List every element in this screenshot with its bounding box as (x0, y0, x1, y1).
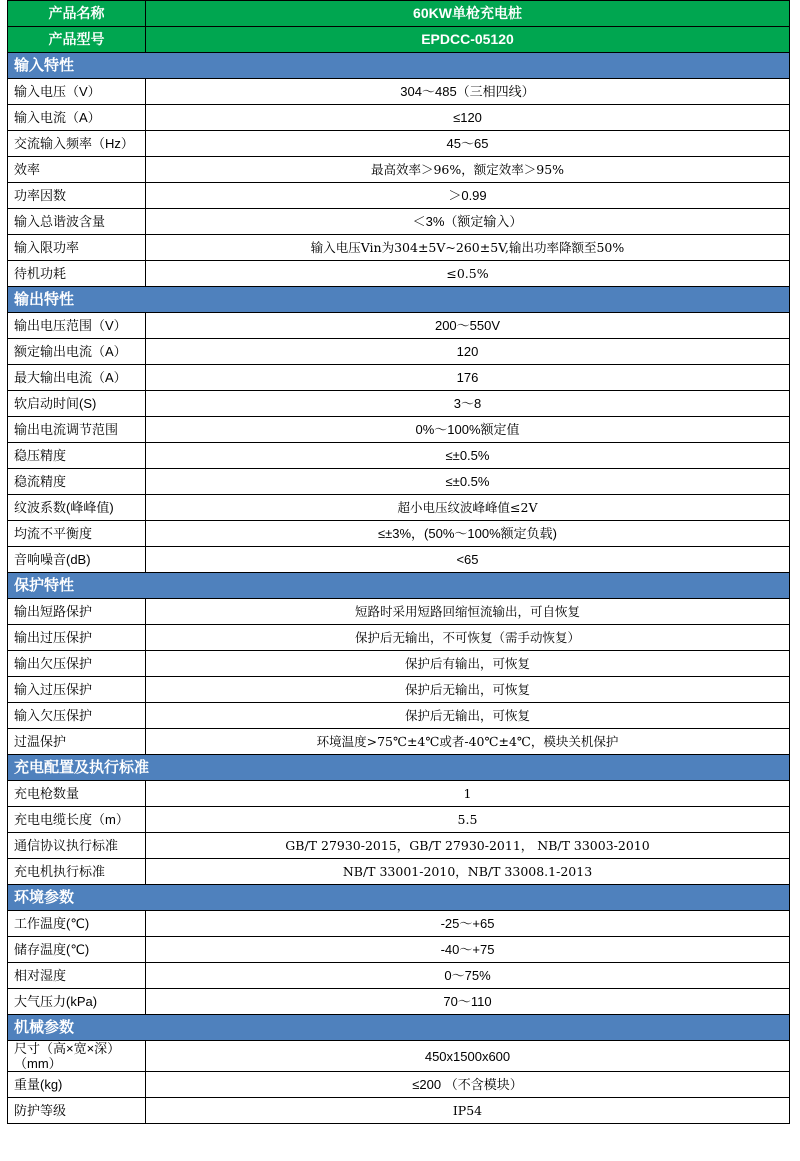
section-title: 充电配置及执行标准 (8, 755, 790, 781)
spec-row (8, 105, 790, 131)
spec-row (8, 79, 790, 105)
spec-row (8, 339, 790, 365)
spec-row (8, 807, 790, 833)
spec-label: 过温保护 (8, 729, 146, 755)
spec-row (8, 391, 790, 417)
spec-label: 工作温度(℃) (8, 911, 146, 937)
spec-value: 45～65 (146, 131, 790, 157)
spec-value: 120 (146, 339, 790, 365)
spec-table (7, 0, 790, 1124)
spec-label: 稳压精度 (8, 443, 146, 469)
spec-row (8, 1072, 790, 1098)
spec-label: 输入电压（V） (8, 79, 146, 105)
spec-value: 超小电压纹波峰峰值≤2V (146, 495, 790, 521)
spec-value: -25～+65 (146, 911, 790, 937)
spec-label: 额定输出电流（A） (8, 339, 146, 365)
spec-value: <65 (146, 547, 790, 573)
section-title: 环境参数 (8, 885, 790, 911)
section-title: 输出特性 (8, 287, 790, 313)
product-name-value: 60KW单枪充电桩 (146, 1, 790, 27)
spec-label: 输出电压范围（V） (8, 313, 146, 339)
spec-row (8, 859, 790, 885)
product-name-label: 产品名称 (8, 1, 146, 27)
spec-row (8, 729, 790, 755)
spec-value: ≤±0.5% (146, 469, 790, 495)
spec-value: 176 (146, 365, 790, 391)
spec-label: 输入欠压保护 (8, 703, 146, 729)
spec-label: 均流不平衡度 (8, 521, 146, 547)
spec-row (8, 703, 790, 729)
spec-row (8, 599, 790, 625)
spec-label: 交流输入频率（Hz） (8, 131, 146, 157)
section-header-row (8, 287, 790, 313)
spec-label: 储存温度(℃) (8, 937, 146, 963)
spec-value: 保护后无输出，不可恢复（需手动恢复） (146, 625, 790, 651)
spec-value: 保护后有输出，可恢复 (146, 651, 790, 677)
spec-value: 5.5 (146, 807, 790, 833)
spec-value: 450x1500x600 (146, 1041, 790, 1072)
spec-row (8, 365, 790, 391)
spec-row (8, 313, 790, 339)
spec-value: ≤±3%，(50%～100%额定负载) (146, 521, 790, 547)
spec-value: 短路时采用短路回缩恒流输出，可自恢复 (146, 599, 790, 625)
spec-label: 尺寸（高×宽×深）（mm） (8, 1041, 146, 1072)
spec-row (8, 469, 790, 495)
spec-value: 保护后无输出，可恢复 (146, 677, 790, 703)
spec-label: 输出过压保护 (8, 625, 146, 651)
spec-label: 通信协议执行标准 (8, 833, 146, 859)
spec-value: 0%～100%额定值 (146, 417, 790, 443)
spec-value: ≤0.5% (146, 261, 790, 287)
spec-label: 软启动时间(S) (8, 391, 146, 417)
spec-label: 输出欠压保护 (8, 651, 146, 677)
product-name-row (8, 1, 790, 27)
spec-value: NB/T 33001-2010，NB/T 33008.1-2013 (146, 859, 790, 885)
section-title: 保护特性 (8, 573, 790, 599)
spec-label: 输入电流（A） (8, 105, 146, 131)
section-header-row (8, 885, 790, 911)
spec-value: ≤±0.5% (146, 443, 790, 469)
spec-value: 0～75% (146, 963, 790, 989)
spec-label: 防护等级 (8, 1098, 146, 1124)
spec-label: 输入总谐波含量 (8, 209, 146, 235)
spec-row (8, 521, 790, 547)
product-model-value: EPDCC-05120 (146, 27, 790, 53)
spec-row (8, 183, 790, 209)
spec-label: 最大输出电流（A） (8, 365, 146, 391)
spec-value: 304～485（三相四线） (146, 79, 790, 105)
spec-row (8, 833, 790, 859)
spec-row (8, 963, 790, 989)
spec-label: 稳流精度 (8, 469, 146, 495)
spec-value: 3～8 (146, 391, 790, 417)
spec-row (8, 651, 790, 677)
spec-label: 输入限功率 (8, 235, 146, 261)
spec-label: 音响噪音(dB) (8, 547, 146, 573)
spec-row (8, 131, 790, 157)
spec-label: 充电电缆长度（m） (8, 807, 146, 833)
section-header-row (8, 573, 790, 599)
spec-value: 200～550V (146, 313, 790, 339)
spec-row (8, 547, 790, 573)
spec-table-body (8, 1, 790, 1124)
section-title: 机械参数 (8, 1015, 790, 1041)
spec-row (8, 417, 790, 443)
spec-row (8, 911, 790, 937)
spec-value: ≤120 (146, 105, 790, 131)
spec-label: 效率 (8, 157, 146, 183)
spec-row (8, 937, 790, 963)
spec-row (8, 677, 790, 703)
spec-row (8, 1098, 790, 1124)
spec-label: 纹波系数(峰峰值) (8, 495, 146, 521)
spec-row (8, 1041, 790, 1072)
spec-row (8, 781, 790, 807)
spec-label: 输入过压保护 (8, 677, 146, 703)
spec-value: IP54 (146, 1098, 790, 1124)
section-header-row (8, 53, 790, 79)
spec-value: ＜3%（额定输入） (146, 209, 790, 235)
spec-label: 大气压力(kPa) (8, 989, 146, 1015)
spec-row (8, 235, 790, 261)
section-header-row (8, 755, 790, 781)
spec-row (8, 625, 790, 651)
spec-value: ≤200 （不含模块） (146, 1072, 790, 1098)
spec-row (8, 157, 790, 183)
spec-value: 70～110 (146, 989, 790, 1015)
spec-row (8, 443, 790, 469)
spec-value: 输入电压Vin为304±5V~260±5V,输出功率降额至50% (146, 235, 790, 261)
spec-label: 相对湿度 (8, 963, 146, 989)
spec-value: 1 (146, 781, 790, 807)
spec-row (8, 495, 790, 521)
spec-label: 功率因数 (8, 183, 146, 209)
spec-label: 充电机执行标准 (8, 859, 146, 885)
spec-value: ＞0.99 (146, 183, 790, 209)
section-title: 输入特性 (8, 53, 790, 79)
product-model-label: 产品型号 (8, 27, 146, 53)
section-header-row (8, 1015, 790, 1041)
spec-label: 输出电流调节范围 (8, 417, 146, 443)
spec-value: 环境温度>75℃±4℃或者-40℃±4℃，模块关机保护 (146, 729, 790, 755)
spec-label: 充电枪数量 (8, 781, 146, 807)
spec-label: 重量(kg) (8, 1072, 146, 1098)
spec-row (8, 989, 790, 1015)
spec-value: -40～+75 (146, 937, 790, 963)
spec-row (8, 261, 790, 287)
spec-value: GB/T 27930-2015，GB/T 27930-2011， NB/T 33003-2010 (146, 833, 790, 859)
spec-label: 待机功耗 (8, 261, 146, 287)
product-model-row (8, 27, 790, 53)
spec-label: 输出短路保护 (8, 599, 146, 625)
spec-value: 最高效率＞96%，额定效率＞95% (146, 157, 790, 183)
spec-value: 保护后无输出，可恢复 (146, 703, 790, 729)
spec-row (8, 209, 790, 235)
